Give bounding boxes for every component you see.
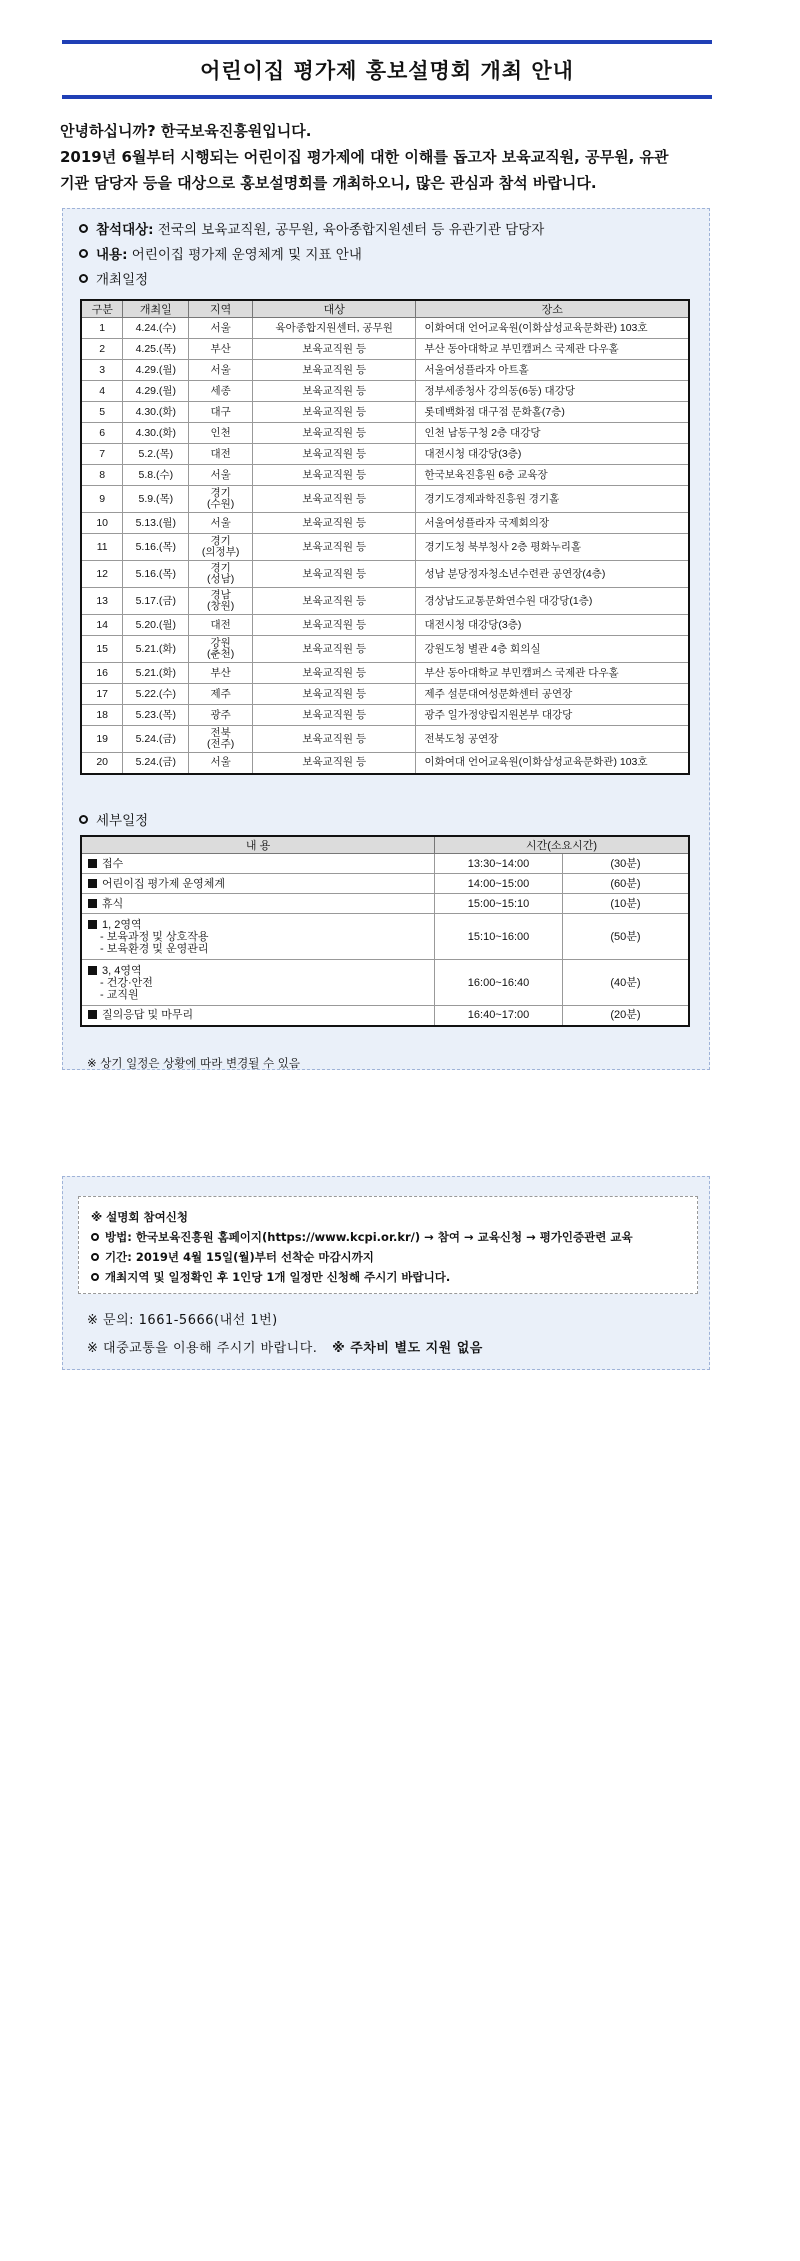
schedule-cell-no: 13	[81, 588, 123, 615]
detail-sub-item: - 건강·안전	[100, 976, 153, 989]
schedule-cell-target: 보육교직원 등	[253, 663, 416, 684]
square-bullet-icon	[88, 966, 97, 975]
schedule-cell-target: 보육교직원 등	[253, 615, 416, 636]
region-city: (전주)	[207, 738, 235, 750]
schedule-cell-no: 16	[81, 663, 123, 684]
schedule-cell-date: 5.22.(수)	[123, 684, 189, 705]
schedule-cell-date: 5.8.(수)	[123, 465, 189, 486]
schedule-cell-region	[189, 726, 253, 753]
region-name: 경기	[210, 487, 231, 499]
schedule-row	[81, 513, 689, 534]
schedule-cell-region: 부산	[189, 339, 253, 360]
schedule-cell-region: 제주	[189, 684, 253, 705]
detail-duration-cell: (40분)	[562, 960, 689, 1006]
detail-row	[81, 894, 689, 914]
detail-duration-cell: (60분)	[562, 874, 689, 894]
schedule-cell-target: 보육교직원 등	[253, 684, 416, 705]
circle-bullet-icon	[91, 1253, 99, 1261]
schedule-cell-place: 대전시청 대강당(3층)	[416, 615, 689, 636]
schedule-cell-place: 제주 설문대여성문화센터 공연장	[416, 684, 689, 705]
schedule-cell-target: 보육교직원 등	[253, 402, 416, 423]
schedule-cell-region	[189, 636, 253, 663]
schedule-cell-target: 보육교직원 등	[253, 588, 416, 615]
intro-line-2: 2019년 6월부터 시행되는 어린이집 평가제에 대한 이해를 돕고자 보육교직원, 공무원, 유관	[60, 148, 669, 166]
schedule-cell-no: 1	[81, 318, 123, 339]
schedule-cell-no: 18	[81, 705, 123, 726]
schedule-cell-place: 롯데백화점 대구점 문화홀(7층)	[416, 402, 689, 423]
title-bottom-rule	[62, 95, 712, 99]
col-header: 지역	[189, 300, 253, 318]
schedule-header-row	[81, 300, 689, 318]
schedule-cell-date: 5.21.(화)	[123, 636, 189, 663]
square-bullet-icon	[88, 859, 97, 868]
schedule-cell-place: 이화여대 언어교육원(이화삼성교육문화관) 103호	[416, 318, 689, 339]
schedule-cell-no: 17	[81, 684, 123, 705]
detail-time-cell: 13:30~14:00	[435, 854, 563, 874]
schedule-row	[81, 588, 689, 615]
detail-content-cell	[81, 894, 435, 914]
event-info-box	[62, 208, 710, 1070]
schedule-row	[81, 636, 689, 663]
detail-row	[81, 960, 689, 1006]
detail-content-cell	[81, 854, 435, 874]
schedule-cell-region: 부산	[189, 663, 253, 684]
detail-duration-cell: (50분)	[562, 914, 689, 960]
detail-content-cell	[81, 1006, 435, 1026]
schedule-table	[80, 299, 690, 775]
schedule-row	[81, 381, 689, 402]
region-city: (의정부)	[201, 546, 240, 558]
schedule-cell-date: 5.20.(월)	[123, 615, 189, 636]
schedule-cell-place: 대전시청 대강당(3층)	[416, 444, 689, 465]
detail-content-label: 질의응답 및 마무리	[102, 1009, 194, 1022]
target-line: 참석대상: 전국의 보육교직원, 공무원, 육아종합지원센터 등 유관기관 담당자	[79, 221, 544, 239]
detail-time-cell: 14:00~15:00	[435, 874, 563, 894]
schedule-cell-place: 서울여성플라자 국제회의장	[416, 513, 689, 534]
schedule-cell-no: 11	[81, 534, 123, 561]
schedule-cell-region: 서울	[189, 465, 253, 486]
schedule-cell-target: 보육교직원 등	[253, 465, 416, 486]
detail-content-label: 휴식	[102, 897, 124, 910]
intro-text	[60, 118, 720, 196]
square-bullet-icon	[88, 879, 97, 888]
schedule-cell-no: 20	[81, 753, 123, 774]
apply-title: ※ 설명회 참여신청	[91, 1210, 188, 1224]
schedule-cell-place: 정부세종청사 강의동(6동) 대강당	[416, 381, 689, 402]
schedule-cell-region: 서울	[189, 753, 253, 774]
detail-duration-cell: (30분)	[562, 854, 689, 874]
schedule-cell-place: 서울여성플라자 아트홀	[416, 360, 689, 381]
schedule-cell-place: 경상남도교통문화연수원 대강당(1층)	[416, 588, 689, 615]
schedule-cell-date: 5.16.(목)	[123, 561, 189, 588]
schedule-cell-no: 3	[81, 360, 123, 381]
col-header: 시간(소요시간)	[435, 836, 689, 854]
detail-sub-item: - 보육과정 및 상호작용	[100, 930, 209, 943]
schedule-cell-region: 대전	[189, 444, 253, 465]
schedule-cell-no: 2	[81, 339, 123, 360]
region-city: (성남)	[207, 573, 235, 585]
schedule-cell-target: 보육교직원 등	[253, 360, 416, 381]
region-name: 경기	[210, 562, 231, 574]
schedule-row	[81, 360, 689, 381]
schedule-cell-target: 보육교직원 등	[253, 561, 416, 588]
detail-time-cell: 15:10~16:00	[435, 914, 563, 960]
intro-line-1: 안녕하십니까? 한국보육진흥원입니다.	[60, 122, 312, 140]
schedule-cell-target: 보육교직원 등	[253, 705, 416, 726]
region-name: 강원	[210, 637, 231, 649]
detail-duration-cell: (10분)	[562, 894, 689, 914]
schedule-row	[81, 561, 689, 588]
circle-bullet-icon	[91, 1233, 99, 1241]
schedule-row	[81, 534, 689, 561]
col-header: 장소	[416, 300, 689, 318]
schedule-cell-no: 14	[81, 615, 123, 636]
region-name: 경남	[210, 589, 231, 601]
content-line: 내용: 어린이집 평가제 운영체계 및 지표 안내	[79, 246, 362, 264]
schedule-row	[81, 486, 689, 513]
col-header: 내 용	[81, 836, 435, 854]
schedule-cell-target: 보육교직원 등	[253, 726, 416, 753]
application-box	[62, 1176, 710, 1370]
schedule-cell-region: 서울	[189, 513, 253, 534]
detail-row	[81, 874, 689, 894]
schedule-cell-date: 4.25.(목)	[123, 339, 189, 360]
schedule-heading: 개최일정	[79, 271, 148, 289]
schedule-row	[81, 705, 689, 726]
schedule-cell-place: 인천 남동구청 2층 대강당	[416, 423, 689, 444]
region-name: 전북	[210, 727, 231, 739]
detail-content-cell	[81, 914, 435, 960]
schedule-cell-place: 부산 동아대학교 부민캠퍼스 국제관 다우홀	[416, 339, 689, 360]
schedule-cell-region: 서울	[189, 360, 253, 381]
schedule-cell-date: 5.23.(목)	[123, 705, 189, 726]
schedule-cell-no: 5	[81, 402, 123, 423]
schedule-cell-date: 4.30.(화)	[123, 402, 189, 423]
schedule-cell-place: 한국보육진흥원 6층 교육장	[416, 465, 689, 486]
detail-content-label: 접수	[102, 857, 124, 870]
schedule-cell-region: 대전	[189, 615, 253, 636]
apply-caution: 개최지역 및 일정확인 후 1인당 1개 일정만 신청해 주시기 바랍니다.	[91, 1267, 685, 1287]
intro-line-3: 기관 담당자 등을 대상으로 홍보설명회를 개최하오니, 많은 관심과 참석 바랍니다.	[60, 174, 597, 192]
detail-row	[81, 854, 689, 874]
detail-content-cell	[81, 874, 435, 894]
schedule-cell-target: 보육교직원 등	[253, 486, 416, 513]
schedule-cell-date: 5.21.(화)	[123, 663, 189, 684]
schedule-cell-target: 보육교직원 등	[253, 339, 416, 360]
circle-bullet-icon	[79, 224, 88, 233]
schedule-cell-date: 4.24.(수)	[123, 318, 189, 339]
square-bullet-icon	[88, 899, 97, 908]
schedule-cell-no: 19	[81, 726, 123, 753]
schedule-cell-date: 5.24.(금)	[123, 726, 189, 753]
schedule-row	[81, 726, 689, 753]
schedule-cell-target: 보육교직원 등	[253, 753, 416, 774]
schedule-cell-date: 5.9.(목)	[123, 486, 189, 513]
schedule-row	[81, 444, 689, 465]
schedule-cell-target: 보육교직원 등	[253, 636, 416, 663]
schedule-cell-region	[189, 534, 253, 561]
detail-duration-cell: (20분)	[562, 1006, 689, 1026]
schedule-cell-place: 이화여대 언어교육원(이화삼성교육문화관) 103호	[416, 753, 689, 774]
schedule-row	[81, 465, 689, 486]
detail-sub-item: - 보육환경 및 운영관리	[100, 942, 209, 955]
schedule-cell-no: 15	[81, 636, 123, 663]
page-title: 어린이집 평가제 홍보설명회 개최 안내	[200, 59, 574, 83]
schedule-cell-date: 4.30.(화)	[123, 423, 189, 444]
schedule-cell-place: 강원도청 별관 4층 회의실	[416, 636, 689, 663]
circle-bullet-icon	[79, 249, 88, 258]
schedule-cell-date: 5.17.(금)	[123, 588, 189, 615]
schedule-cell-target: 보육교직원 등	[253, 513, 416, 534]
schedule-cell-region: 인천	[189, 423, 253, 444]
apply-period: 기간: 2019년 4월 15일(월)부터 선착순 마감시까지	[91, 1247, 685, 1267]
title-block	[62, 40, 712, 99]
schedule-cell-target: 보육교직원 등	[253, 534, 416, 561]
schedule-cell-no: 9	[81, 486, 123, 513]
schedule-cell-region	[189, 588, 253, 615]
detail-time-cell: 16:40~17:00	[435, 1006, 563, 1026]
schedule-cell-date: 5.24.(금)	[123, 753, 189, 774]
schedule-cell-date: 5.2.(목)	[123, 444, 189, 465]
schedule-cell-region	[189, 561, 253, 588]
schedule-cell-place: 광주 일가정양립지원본부 대강당	[416, 705, 689, 726]
schedule-cell-target: 육아종합지원센터, 공무원	[253, 318, 416, 339]
apply-method: 방법: 한국보육진흥원 홈페이지(https://www.kcpi.or.kr/) → 참여 → 교육신청 → 평가인증관련 교육	[91, 1227, 685, 1247]
region-name: 경기	[210, 535, 231, 547]
schedule-cell-no: 10	[81, 513, 123, 534]
schedule-cell-no: 6	[81, 423, 123, 444]
detail-sub-item: - 교직원	[100, 988, 139, 1001]
schedule-cell-no: 12	[81, 561, 123, 588]
schedule-row	[81, 318, 689, 339]
detail-content-cell	[81, 960, 435, 1006]
detail-content-label: 1, 2영역	[102, 918, 142, 931]
detail-content-label: 3, 4영역	[102, 964, 142, 977]
circle-bullet-icon	[79, 274, 88, 283]
circle-bullet-icon	[91, 1273, 99, 1281]
transport-info: ※ 대중교통을 이용해 주시기 바랍니다. ※ 주차비 별도 지원 없음	[87, 1341, 483, 1356]
detail-time-cell: 15:00~15:10	[435, 894, 563, 914]
schedule-row	[81, 684, 689, 705]
schedule-cell-region: 광주	[189, 705, 253, 726]
detail-row	[81, 1006, 689, 1026]
schedule-cell-target: 보육교직원 등	[253, 381, 416, 402]
schedule-row	[81, 753, 689, 774]
detail-row	[81, 914, 689, 960]
parking-info: ※ 주차비 별도 지원 없음	[332, 1341, 483, 1356]
schedule-cell-date: 4.29.(월)	[123, 381, 189, 402]
detail-heading: 세부일정	[79, 812, 148, 830]
contact-info: ※ 문의: 1661-5666(내선 1번)	[87, 1313, 278, 1328]
schedule-cell-date: 5.16.(목)	[123, 534, 189, 561]
region-city: (창원)	[207, 600, 235, 612]
schedule-cell-region	[189, 486, 253, 513]
detail-content-label: 어린이집 평가제 운영체계	[102, 877, 225, 890]
schedule-cell-place: 경기도경제과학진흥원 경기홀	[416, 486, 689, 513]
schedule-row	[81, 615, 689, 636]
schedule-row	[81, 402, 689, 423]
application-inner-box	[78, 1196, 698, 1294]
detail-schedule-table	[80, 835, 690, 1027]
schedule-cell-date: 5.13.(월)	[123, 513, 189, 534]
schedule-row	[81, 339, 689, 360]
schedule-cell-no: 4	[81, 381, 123, 402]
col-header: 대상	[253, 300, 416, 318]
schedule-cell-place: 성남 분당정자청소년수련관 공연장(4층)	[416, 561, 689, 588]
schedule-cell-target: 보육교직원 등	[253, 423, 416, 444]
schedule-row	[81, 663, 689, 684]
schedule-cell-no: 7	[81, 444, 123, 465]
schedule-cell-date: 4.29.(월)	[123, 360, 189, 381]
schedule-note: ※ 상기 일정은 상황에 따라 변경될 수 있음	[87, 1056, 300, 1070]
square-bullet-icon	[88, 1010, 97, 1019]
schedule-cell-place: 부산 동아대학교 부민캠퍼스 국제관 다우홀	[416, 663, 689, 684]
square-bullet-icon	[88, 920, 97, 929]
region-city: (수원)	[207, 498, 235, 510]
schedule-cell-place: 경기도청 북부청사 2층 평화누리홀	[416, 534, 689, 561]
col-header: 개최일	[123, 300, 189, 318]
schedule-cell-no: 8	[81, 465, 123, 486]
detail-header-row	[81, 836, 689, 854]
schedule-cell-region: 세종	[189, 381, 253, 402]
circle-bullet-icon	[79, 815, 88, 824]
schedule-cell-place: 전북도청 공연장	[416, 726, 689, 753]
schedule-cell-region: 서울	[189, 318, 253, 339]
schedule-cell-target: 보육교직원 등	[253, 444, 416, 465]
col-header: 구분	[81, 300, 123, 318]
region-city: (춘천)	[207, 648, 235, 660]
schedule-cell-region: 대구	[189, 402, 253, 423]
detail-time-cell: 16:00~16:40	[435, 960, 563, 1006]
schedule-row	[81, 423, 689, 444]
